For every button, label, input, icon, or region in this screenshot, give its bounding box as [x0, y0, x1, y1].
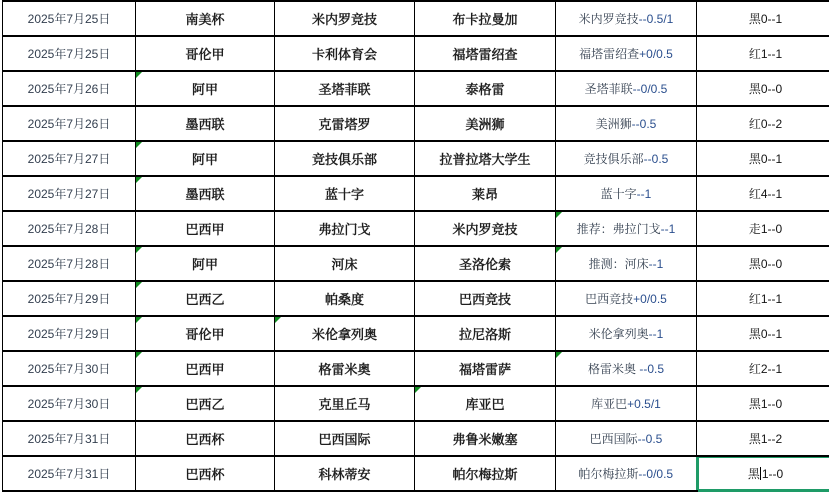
- cell-league[interactable]: [136, 316, 275, 351]
- table-row: [3, 211, 829, 246]
- league-text: 墨西联: [185, 117, 224, 132]
- error-check-triangle-icon: [556, 212, 562, 218]
- error-check-triangle-icon: [556, 352, 562, 358]
- cell-away-team[interactable]: [415, 71, 556, 106]
- cell-match-date[interactable]: [3, 36, 136, 71]
- away-team-text: 福塔雷萨: [459, 362, 511, 377]
- table-row: [3, 386, 829, 421]
- result-text: 黑1--0: [749, 397, 782, 411]
- cell-home-team[interactable]: [275, 1, 415, 36]
- handicap-line-value: --0/0.5: [638, 467, 673, 481]
- away-team-text: 布卡拉曼加: [452, 12, 517, 27]
- home-team-text: 弗拉门戈: [318, 222, 370, 237]
- league-text: 阿甲: [192, 82, 218, 97]
- home-team-text: 克里丘马: [318, 397, 370, 412]
- error-check-triangle-icon: [136, 177, 142, 183]
- cell-match-date[interactable]: [3, 246, 136, 281]
- cell-league[interactable]: [136, 421, 275, 456]
- cell-handicap-pick[interactable]: [556, 176, 697, 211]
- cell-result[interactable]: [697, 1, 829, 36]
- cell-handicap-pick[interactable]: [556, 106, 697, 141]
- table-row: [3, 36, 829, 71]
- result-text: 走1--0: [749, 222, 782, 236]
- match-table-body: [3, 1, 829, 491]
- handicap-pick-text: 蓝十字: [601, 187, 637, 201]
- cell-match-date[interactable]: [3, 351, 136, 386]
- handicap-pick-text: 竞技俱乐部: [584, 152, 644, 166]
- cell-handicap-pick[interactable]: [556, 36, 697, 71]
- text-after-cursor: 1--0: [762, 467, 783, 481]
- cell-league[interactable]: [136, 351, 275, 386]
- cell-away-team[interactable]: [415, 211, 556, 246]
- error-check-triangle-icon: [136, 387, 142, 393]
- league-text: 巴西乙: [185, 397, 224, 412]
- handicap-pick-text: 米内罗竞技: [579, 12, 639, 26]
- league-text: 巴西杯: [185, 467, 224, 482]
- league-text: 阿甲: [192, 152, 218, 167]
- handicap-line-value: +0/0.5: [639, 47, 673, 61]
- handicap-line-value: --1: [637, 187, 652, 201]
- home-team-text: 格雷米奥: [318, 362, 370, 377]
- league-text: 南美杯: [185, 12, 224, 27]
- away-team-text: 圣洛伦索: [459, 257, 511, 272]
- league-text: 墨西联: [185, 187, 224, 202]
- away-team-text: 弗鲁米嫩塞: [452, 432, 517, 447]
- cell-league[interactable]: [136, 1, 275, 36]
- handicap-pick-text: 推测：河床: [589, 257, 649, 271]
- cell-away-team[interactable]: [415, 421, 556, 456]
- cell-home-team[interactable]: [275, 106, 415, 141]
- cell-match-date[interactable]: [3, 281, 136, 316]
- error-check-triangle-icon: [136, 317, 142, 323]
- cell-home-team[interactable]: [275, 456, 415, 491]
- away-team-text: 米内罗竞技: [452, 222, 517, 237]
- result-text: 红0--2: [749, 117, 782, 131]
- handicap-line-value: --1: [649, 327, 664, 341]
- cell-match-date[interactable]: [3, 386, 136, 421]
- cell-away-team[interactable]: [415, 36, 556, 71]
- match-table: [2, 0, 829, 492]
- cell-result[interactable]: [697, 386, 829, 421]
- handicap-line-value: +0.5/1: [627, 397, 661, 411]
- handicap-pick-text: 格雷米奥: [588, 362, 639, 376]
- cell-away-team[interactable]: [415, 106, 556, 141]
- cell-match-date[interactable]: [3, 71, 136, 106]
- error-check-triangle-icon: [275, 317, 281, 323]
- result-text: 红1--1: [749, 47, 782, 61]
- home-team-text: 科林蒂安: [318, 467, 370, 482]
- match-date-text: 2025年7月26日: [28, 117, 111, 131]
- text-before-cursor: 黑: [748, 467, 760, 481]
- error-check-triangle-icon: [136, 247, 142, 253]
- handicap-pick-text: 巴西国际: [590, 432, 638, 446]
- cell-league[interactable]: [136, 386, 275, 421]
- cell-league[interactable]: [136, 246, 275, 281]
- cell-away-team[interactable]: [415, 386, 556, 421]
- home-team-text: 巴西国际: [318, 432, 370, 447]
- cell-match-date[interactable]: [3, 316, 136, 351]
- away-team-text: 美洲狮: [465, 117, 504, 132]
- error-check-triangle-icon: [136, 352, 142, 358]
- match-date-text: 2025年7月30日: [28, 362, 111, 376]
- match-date-text: 2025年7月27日: [28, 187, 111, 201]
- cell-away-team[interactable]: [415, 351, 556, 386]
- cell-away-team[interactable]: [415, 141, 556, 176]
- cell-handicap-pick[interactable]: [556, 71, 697, 106]
- home-team-text: 米内罗竞技: [312, 12, 377, 27]
- handicap-pick-text: 美洲狮: [596, 117, 632, 131]
- error-check-triangle-icon: [136, 142, 142, 148]
- cell-home-team[interactable]: [275, 141, 415, 176]
- handicap-pick-text: 福塔雷绍查: [579, 47, 639, 61]
- cell-match-date[interactable]: [3, 1, 136, 36]
- cell-league[interactable]: [136, 456, 275, 491]
- home-team-text: 克雷塔罗: [318, 117, 370, 132]
- cell-handicap-pick[interactable]: [556, 281, 697, 316]
- match-date-text: 2025年7月31日: [28, 467, 111, 481]
- error-check-triangle-icon: [136, 72, 142, 78]
- handicap-pick-text: 帕尔梅拉斯: [578, 467, 638, 481]
- error-check-triangle-icon: [556, 247, 562, 253]
- cell-home-team[interactable]: [275, 211, 415, 246]
- match-date-text: 2025年7月27日: [28, 152, 111, 166]
- result-text: 红4--1: [749, 187, 782, 201]
- cell-home-team[interactable]: [275, 246, 415, 281]
- cell-match-date[interactable]: [3, 176, 136, 211]
- league-text: 哥伦甲: [185, 327, 224, 342]
- league-text: 巴西甲: [185, 222, 224, 237]
- match-date-text: 2025年7月26日: [28, 82, 111, 96]
- result-text: 红2--1: [749, 362, 782, 376]
- match-date-text: 2025年7月25日: [28, 47, 111, 61]
- text-cursor: [760, 467, 761, 480]
- cell-league[interactable]: [136, 71, 275, 106]
- result-text: 黑0--1: [749, 327, 782, 341]
- cell-handicap-pick[interactable]: [556, 316, 697, 351]
- cell-result[interactable]: [697, 281, 829, 316]
- handicap-line-value: --0/0.5: [633, 82, 668, 96]
- cell-result[interactable]: [697, 36, 829, 71]
- result-text: 黑1--2: [749, 432, 782, 446]
- league-text: 巴西乙: [185, 292, 224, 307]
- home-team-text: 竞技俱乐部: [312, 152, 377, 167]
- cell-handicap-pick[interactable]: [556, 386, 697, 421]
- away-team-text: 泰格雷: [465, 82, 504, 97]
- cell-handicap-pick[interactable]: [556, 141, 697, 176]
- cell-away-team[interactable]: [415, 456, 556, 491]
- home-team-text: 米伦拿列奥: [312, 327, 377, 342]
- away-team-text: 巴西竞技: [459, 292, 511, 307]
- result-text: 黑0--0: [749, 257, 782, 271]
- handicap-line-value: --1: [649, 257, 664, 271]
- home-team-text: 圣塔菲联: [318, 82, 370, 97]
- cell-home-team[interactable]: [275, 386, 415, 421]
- cell-result[interactable]: [697, 246, 829, 281]
- table-row: [3, 456, 829, 491]
- handicap-pick-text: 巴西竞技: [585, 292, 633, 306]
- match-date-text: 2025年7月29日: [28, 292, 111, 306]
- cell-away-team[interactable]: [415, 281, 556, 316]
- handicap-line-value: --0.5: [632, 117, 657, 131]
- handicap-line-value: --0.5/1: [639, 12, 674, 26]
- table-row: [3, 421, 829, 456]
- cell-home-team[interactable]: [275, 71, 415, 106]
- cell-home-team[interactable]: [275, 316, 415, 351]
- match-date-text: 2025年7月28日: [28, 257, 111, 271]
- cell-league[interactable]: [136, 176, 275, 211]
- handicap-pick-text: 推荐：弗拉门戈: [577, 222, 661, 236]
- cell-match-date[interactable]: [3, 106, 136, 141]
- cell-league[interactable]: [136, 211, 275, 246]
- cell-home-team[interactable]: [275, 351, 415, 386]
- cell-result[interactable]: [697, 176, 829, 211]
- cell-match-date[interactable]: [3, 141, 136, 176]
- handicap-pick-text: 库亚巴: [591, 397, 627, 411]
- match-date-text: 2025年7月31日: [28, 432, 111, 446]
- result-text: 黑0--0: [749, 82, 782, 96]
- table-row: [3, 106, 829, 141]
- table-row: [3, 1, 829, 36]
- cell-league[interactable]: [136, 36, 275, 71]
- match-date-text: 2025年7月25日: [28, 12, 111, 26]
- result-text: [748, 467, 783, 481]
- cell-handicap-pick[interactable]: [556, 456, 697, 491]
- result-text: 黑0--1: [749, 152, 782, 166]
- cell-result[interactable]: [697, 421, 829, 456]
- table-row: [3, 141, 829, 176]
- match-date-text: 2025年7月30日: [28, 397, 111, 411]
- match-date-text: 2025年7月29日: [28, 327, 111, 341]
- cell-result[interactable]: [697, 141, 829, 176]
- cell-result[interactable]: [697, 106, 829, 141]
- active-cell-in-edit-mode[interactable]: [697, 456, 829, 491]
- cell-home-team[interactable]: [275, 36, 415, 71]
- cell-handicap-pick[interactable]: [556, 421, 697, 456]
- away-team-text: 拉尼洛斯: [459, 327, 511, 342]
- result-text: 红1--1: [749, 292, 782, 306]
- league-text: 哥伦甲: [185, 47, 224, 62]
- cell-result[interactable]: [697, 316, 829, 351]
- cell-match-date[interactable]: [3, 211, 136, 246]
- cell-home-team[interactable]: [275, 281, 415, 316]
- home-team-text: 卡利体育会: [312, 47, 377, 62]
- table-row: [3, 71, 829, 106]
- cell-league[interactable]: [136, 141, 275, 176]
- cell-home-team[interactable]: [275, 421, 415, 456]
- cell-league[interactable]: [136, 281, 275, 316]
- table-row: [3, 351, 829, 386]
- handicap-line-value: +0/0.5: [633, 292, 667, 306]
- cell-away-team[interactable]: [415, 176, 556, 211]
- handicap-line-value: --0.5: [644, 152, 669, 166]
- error-check-triangle-icon: [415, 387, 421, 393]
- away-team-text: 库亚巴: [465, 397, 504, 412]
- cell-away-team[interactable]: [415, 1, 556, 36]
- cell-result[interactable]: [697, 211, 829, 246]
- cell-result[interactable]: [697, 351, 829, 386]
- home-team-text: 河床: [331, 257, 357, 272]
- handicap-line-value: --0.5: [638, 432, 663, 446]
- cell-handicap-pick[interactable]: [556, 351, 697, 386]
- league-text: 阿甲: [192, 257, 218, 272]
- cell-match-date[interactable]: [3, 456, 136, 491]
- league-text: 巴西甲: [185, 362, 224, 377]
- handicap-line-value: --0.5: [639, 362, 664, 376]
- table-row: [3, 176, 829, 211]
- match-date-text: 2025年7月28日: [28, 222, 111, 236]
- cell-handicap-pick[interactable]: [556, 1, 697, 36]
- cell-league[interactable]: [136, 106, 275, 141]
- error-check-triangle-icon: [136, 282, 142, 288]
- away-team-text: 莱昂: [472, 187, 498, 202]
- handicap-pick-text: 米伦拿列奥: [589, 327, 649, 341]
- handicap-line-value: --1: [661, 222, 676, 236]
- handicap-pick-text: 圣塔菲联: [585, 82, 633, 96]
- table-row: [3, 246, 829, 281]
- cell-handicap-pick[interactable]: [556, 211, 697, 246]
- cell-result[interactable]: [697, 71, 829, 106]
- home-team-text: 帕桑度: [325, 292, 364, 307]
- table-row: [3, 316, 829, 351]
- result-text: 黑0--1: [749, 12, 782, 26]
- cell-away-team[interactable]: [415, 316, 556, 351]
- cell-match-date[interactable]: [3, 421, 136, 456]
- cell-home-team[interactable]: [275, 176, 415, 211]
- league-text: 巴西杯: [185, 432, 224, 447]
- cell-handicap-pick[interactable]: [556, 246, 697, 281]
- cell-away-team[interactable]: [415, 246, 556, 281]
- table-row: [3, 281, 829, 316]
- home-team-text: 蓝十字: [325, 187, 364, 202]
- away-team-text: 福塔雷绍查: [452, 47, 517, 62]
- away-team-text: 帕尔梅拉斯: [452, 467, 517, 482]
- away-team-text: 拉普拉塔大学生: [439, 152, 530, 167]
